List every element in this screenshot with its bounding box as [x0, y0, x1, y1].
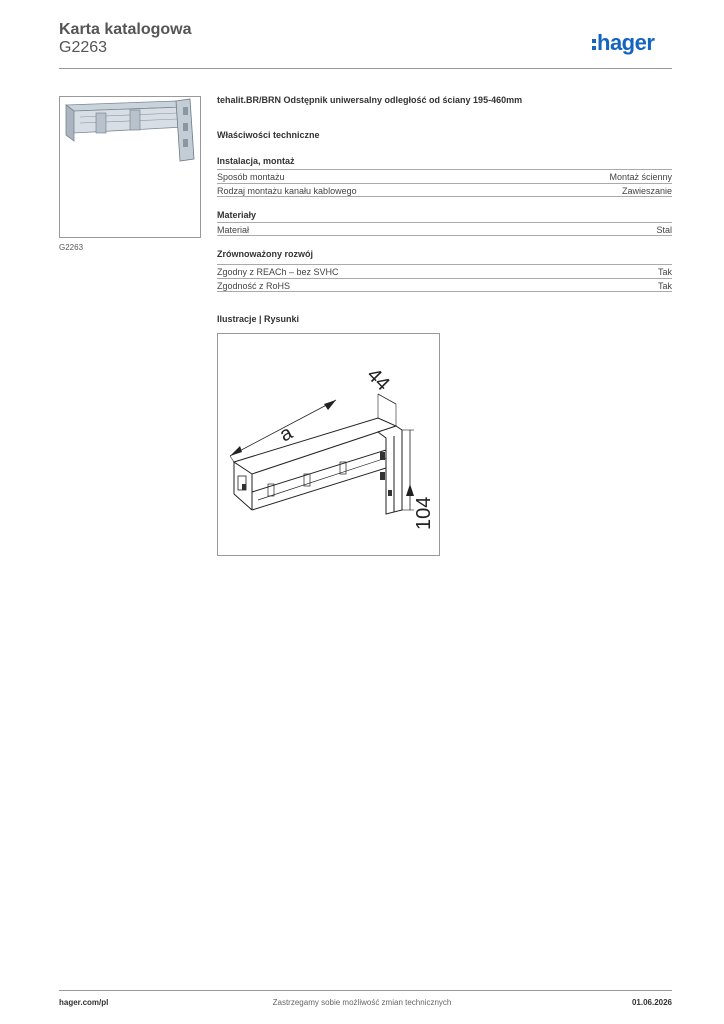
property-row [217, 183, 672, 197]
property-key: Zgodny z REACh – bez SVHC [217, 267, 339, 277]
technical-drawing [217, 333, 440, 556]
product-title: tehalit.BR/BRN Odstępnik uniwersalny odległość od ściany 195-460mm [217, 95, 523, 105]
property-key: Materiał [217, 225, 250, 235]
property-value: Zawieszanie [621, 186, 672, 196]
page-title: Karta katalogowa [59, 21, 192, 38]
property-row [217, 169, 672, 183]
property-value: Tak [657, 267, 672, 277]
product-photo [59, 96, 201, 238]
bracket-photo-icon [60, 97, 200, 237]
group-heading-materials: Materiały [217, 210, 257, 220]
property-key: Rodzaj montażu kanału kablowego [217, 186, 357, 196]
property-value: Tak [657, 281, 672, 291]
dimension-44-label: 44 [362, 363, 394, 396]
footer-website-link[interactable]: hager.com/pl [59, 998, 109, 1007]
technical-properties-heading: Właściwości techniczne [217, 130, 320, 140]
property-row [217, 222, 672, 236]
footer-disclaimer: Zastrzegamy sobie możliwość zmian technicznych [272, 998, 452, 1007]
photo-caption: G2263 [59, 243, 84, 252]
property-value: Stal [656, 225, 672, 235]
footer-divider [59, 990, 672, 991]
property-key: Sposób montażu [217, 172, 285, 182]
dimension-a-label: a [276, 421, 297, 447]
property-row [217, 264, 672, 278]
illustrations-heading: Ilustracje | Rysunki [217, 314, 300, 324]
property-key: Zgodność z RoHS [217, 281, 291, 291]
product-code: G2263 [59, 39, 108, 56]
group-heading-installation: Instalacja, montaż [217, 156, 295, 166]
footer-date: 01.06.2026 [631, 998, 672, 1007]
hager-logo [592, 30, 654, 56]
bracket-drawing-icon [218, 334, 439, 555]
header-divider [59, 68, 672, 69]
logo-text: hager [597, 30, 655, 55]
group-heading-sustainability: Zrównoważony rozwój [217, 249, 313, 259]
property-row [217, 278, 672, 292]
logo-colon-icon [592, 36, 596, 53]
dimension-104-label: 104 [413, 496, 435, 530]
property-value: Montaż ścienny [609, 172, 672, 182]
